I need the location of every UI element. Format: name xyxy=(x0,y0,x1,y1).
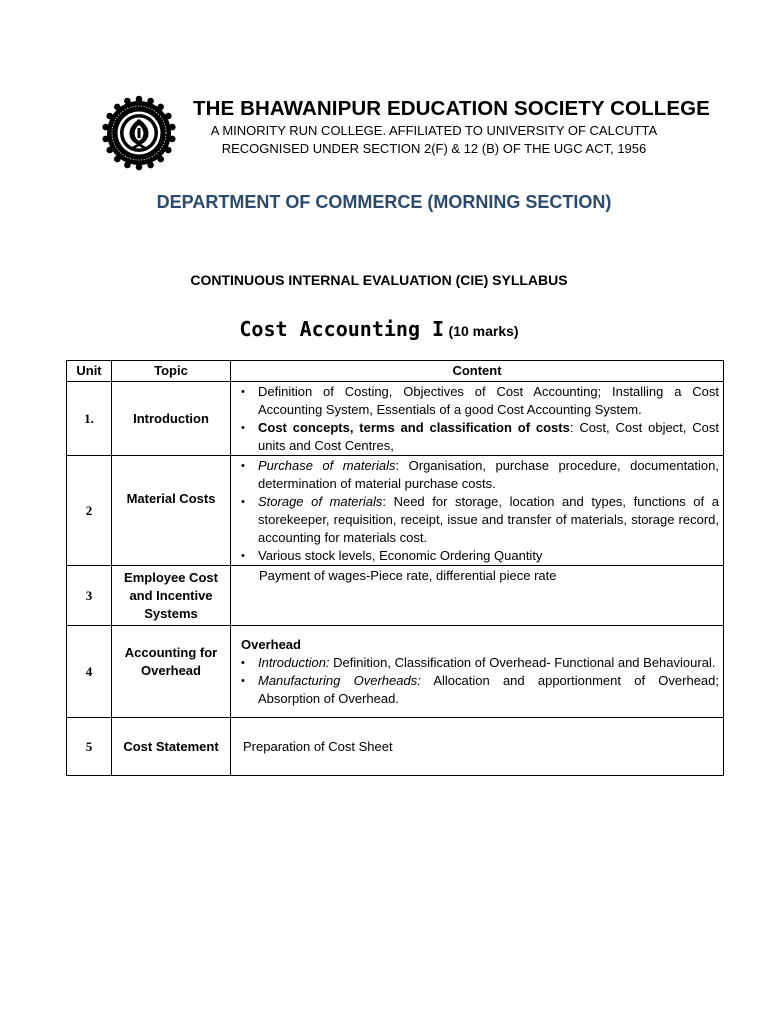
unit-number: 3 xyxy=(67,566,112,626)
cie-title: CONTINUOUS INTERNAL EVALUATION (CIE) SYLLABUS xyxy=(190,272,568,288)
content-cell xyxy=(231,626,724,718)
list-item xyxy=(235,419,719,455)
header-unit: Unit xyxy=(67,361,112,382)
table-row xyxy=(67,626,724,718)
table-row xyxy=(67,456,724,566)
header-topic: Topic xyxy=(112,361,231,382)
unit-number: 4 xyxy=(67,626,112,718)
content-text: Allocation and apportionment of Overhead; Absorption of Overhead. xyxy=(258,672,719,706)
content-italic-text: Introduction: xyxy=(258,654,330,670)
topic-name: Material Costs xyxy=(112,456,231,566)
content-italic-text: Storage of materials xyxy=(258,493,383,509)
header-content: Content xyxy=(231,361,724,382)
content-text: Definition of Costing, Objectives of Cost Accounting; Installing a Cost Accounting System, Essentials of a good Cost Accounting System. xyxy=(258,383,719,417)
content-text: Payment of wages-Piece rate, differential piece rate xyxy=(259,568,557,583)
table-row xyxy=(67,718,724,776)
list-item xyxy=(235,383,719,419)
table-row xyxy=(67,566,724,626)
topic-name: Cost Statement xyxy=(112,718,231,776)
content-cell xyxy=(231,718,724,776)
content-italic-text: Manufacturing Overheads: xyxy=(258,672,421,688)
topic-name: Employee Cost and Incentive Systems xyxy=(112,566,231,626)
content-cell xyxy=(231,566,724,626)
syllabus-table xyxy=(66,360,724,776)
content-cell xyxy=(231,382,724,456)
subject-title xyxy=(0,314,758,347)
subject-name: Cost Accounting I xyxy=(239,317,445,341)
unit-number: 2 xyxy=(67,456,112,566)
list-item xyxy=(235,654,719,672)
content-text: Definition, Classification of Overhead- Functional and Behavioural. xyxy=(329,654,716,670)
list-item xyxy=(235,493,719,547)
list-item xyxy=(235,672,719,708)
content-text: : Organisation, purchase procedure, documentation, determination of material purchase costs. xyxy=(258,457,719,491)
list-item xyxy=(235,457,719,493)
college-header xyxy=(193,96,710,158)
table-header-row xyxy=(67,361,724,382)
content-heading: Overhead xyxy=(241,636,301,652)
content-italic-text: Purchase of materials xyxy=(258,457,396,473)
college-seal-logo xyxy=(101,95,177,171)
content-text: Various stock levels, Economic Ordering Quantity xyxy=(258,547,543,563)
table-row xyxy=(67,382,724,456)
department-title: DEPARTMENT OF COMMERCE (MORNING SECTION) xyxy=(156,192,612,212)
college-affiliation: A MINORITY RUN COLLEGE. AFFILIATED TO UNIVERSITY OF CALCUTTA xyxy=(210,123,658,138)
unit-number: 5 xyxy=(67,718,112,776)
list-item xyxy=(235,547,719,565)
content-cell xyxy=(231,456,724,566)
subject-marks: (10 marks) xyxy=(448,323,519,339)
topic-name: Introduction xyxy=(112,382,231,456)
college-recognition: RECOGNISED UNDER SECTION 2(F) & 12 (B) OF THE UGC ACT, 1956 xyxy=(221,141,647,156)
college-name: THE BHAWANIPUR EDUCATION SOCIETY COLLEGE xyxy=(193,97,710,120)
topic-name: Accounting for Overhead xyxy=(112,626,231,718)
content-text: : Need for storage, location and types, functions of a storekeeper, requisition, receipt, issue and transfer of materials, storage record, accounting for materials cost. xyxy=(258,493,719,545)
content-text: Preparation of Cost Sheet xyxy=(243,738,393,754)
unit-number: 1. xyxy=(67,382,112,456)
content-text: : Cost, Cost object, Cost units and Cost Centres, xyxy=(258,419,719,453)
content-bold-text: Cost concepts, terms and classification of costs xyxy=(258,419,570,435)
